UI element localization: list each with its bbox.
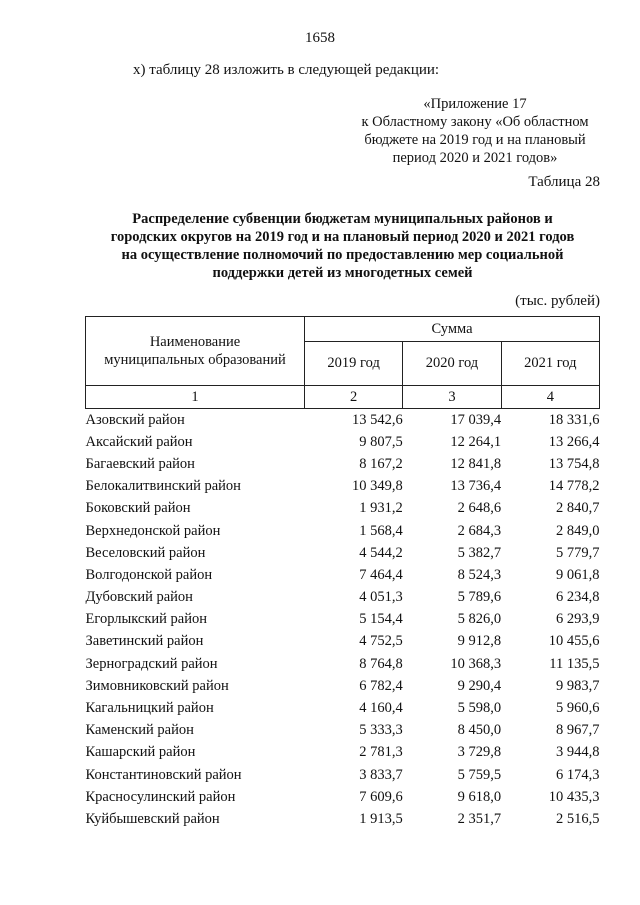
column-number: 2 <box>304 386 402 409</box>
value-2019: 1 931,2 <box>359 500 403 517</box>
subsidy-table <box>85 316 600 831</box>
instruction-text: х) таблицу 28 изложить в следующей редакции: <box>133 62 440 78</box>
municipality-name: Багаевский район <box>85 455 195 472</box>
value-2019: 4 160,4 <box>359 700 403 717</box>
value-2019: 2 781,3 <box>359 744 403 761</box>
value-2019: 4 752,5 <box>359 633 403 650</box>
table-row <box>86 520 600 542</box>
value-2020: 9 290,4 <box>457 677 502 694</box>
value-2020: 5 789,6 <box>457 589 502 606</box>
title-line: на осуществление полномочий по предоставлению мер социальной <box>121 247 564 263</box>
header-year-2019: 2019 год <box>304 342 402 386</box>
municipality-name: Аксайский район <box>85 433 193 450</box>
value-2021: 13 266,4 <box>548 433 600 450</box>
municipality-name: Зимовниковский район <box>85 677 229 694</box>
value-2020: 5 598,0 <box>457 700 502 717</box>
value-2021: 9 983,7 <box>556 677 600 694</box>
appendix-line: «Приложение 17 <box>423 96 527 112</box>
header-year-2020: 2020 год <box>403 342 501 386</box>
municipality-name: Дубовский район <box>85 589 193 606</box>
table-label: Таблица 28 <box>528 174 600 190</box>
appendix-reference <box>340 95 610 167</box>
value-2019: 6 782,4 <box>359 677 403 694</box>
title-line: городских округов на 2019 год и на плановый период 2020 и 2021 годов <box>110 229 575 245</box>
value-2019: 8 764,8 <box>359 655 403 672</box>
municipality-name: Боковский район <box>85 500 191 517</box>
table-row <box>86 697 600 719</box>
municipality-name: Зерноградский район <box>85 655 218 672</box>
value-2019: 1 913,5 <box>359 810 403 827</box>
value-2021: 3 944,8 <box>556 744 600 761</box>
municipality-name: Егорлыкский район <box>85 611 207 628</box>
value-2021: 14 778,2 <box>548 478 600 495</box>
value-2021: 2 849,0 <box>556 522 600 539</box>
municipality-name: Веселовский район <box>85 544 206 561</box>
table-row <box>86 764 600 786</box>
table-row <box>86 498 600 520</box>
value-2019: 8 167,2 <box>359 455 403 472</box>
table-row <box>86 675 600 697</box>
value-2019: 1 568,4 <box>359 522 403 539</box>
value-2021: 6 234,8 <box>556 589 600 606</box>
table-row <box>86 431 600 453</box>
value-2020: 12 841,8 <box>450 455 502 472</box>
title-line: Распределение субвенции бюджетам муниципальных районов и <box>132 211 553 227</box>
municipality-name: Заветинский район <box>85 633 204 650</box>
value-2021: 8 967,7 <box>556 722 600 739</box>
column-number: 4 <box>501 386 599 409</box>
municipality-name: Куйбышевский район <box>85 810 220 827</box>
table-row <box>86 476 600 498</box>
value-2019: 3 833,7 <box>359 766 403 783</box>
page-number: 1658 <box>305 30 335 46</box>
value-2020: 2 351,7 <box>457 810 502 827</box>
municipality-name: Кашарский район <box>85 744 196 761</box>
value-2020: 8 524,3 <box>457 566 502 583</box>
value-2020: 12 264,1 <box>450 433 502 450</box>
header-municipality: Наименование муниципальных образований <box>86 317 305 386</box>
appendix-line: период 2020 и 2021 годов» <box>392 150 558 166</box>
value-2019: 7 609,6 <box>359 788 403 805</box>
value-2019: 7 464,4 <box>359 566 403 583</box>
value-2021: 5 960,6 <box>556 700 600 717</box>
value-2020: 8 450,0 <box>457 722 502 739</box>
municipality-name: Кагальницкий район <box>85 700 214 717</box>
header-year-2021: 2021 год <box>501 342 599 386</box>
table-row <box>86 742 600 764</box>
municipality-name: Волгодонской район <box>85 566 213 583</box>
header-sum: Сумма <box>304 317 599 342</box>
value-2020: 10 368,3 <box>450 655 502 672</box>
municipality-name: Красносулинский район <box>85 788 236 805</box>
column-number: 3 <box>403 386 501 409</box>
title-line: поддержки детей из многодетных семей <box>212 265 473 281</box>
value-2021: 6 174,3 <box>556 766 600 783</box>
value-2019: 10 349,8 <box>352 478 403 495</box>
value-2020: 9 618,0 <box>457 788 502 805</box>
appendix-line: бюджете на 2019 год и на плановый <box>364 132 586 148</box>
municipality-name: Белокалитвинский район <box>85 478 241 495</box>
value-2020: 3 729,8 <box>457 744 502 761</box>
value-2019: 9 807,5 <box>359 433 403 450</box>
value-2020: 5 382,7 <box>457 544 502 561</box>
value-2020: 13 736,4 <box>450 478 502 495</box>
value-2021: 2 516,5 <box>556 810 600 827</box>
value-2021: 10 435,3 <box>548 788 600 805</box>
table-row <box>86 453 600 475</box>
value-2020: 17 039,4 <box>450 411 502 428</box>
value-2019: 5 333,3 <box>359 722 403 739</box>
value-2021: 6 293,9 <box>556 611 600 628</box>
value-2020: 2 648,6 <box>457 500 502 517</box>
value-2021: 10 455,6 <box>548 633 600 650</box>
municipality-name: Азовский район <box>85 411 185 428</box>
table-row <box>86 587 600 609</box>
value-2020: 9 912,8 <box>457 633 502 650</box>
value-2021: 11 135,5 <box>549 655 600 672</box>
value-2019: 4 051,3 <box>359 589 403 606</box>
table-row <box>86 409 600 432</box>
table-row <box>86 631 600 653</box>
value-2019: 4 544,2 <box>359 544 403 561</box>
table-row <box>86 609 600 631</box>
table-body <box>86 409 600 831</box>
value-2019: 5 154,4 <box>359 611 403 628</box>
units-label: (тыс. рублей) <box>515 293 600 309</box>
table-row <box>86 786 600 808</box>
value-2020: 2 684,3 <box>457 522 502 539</box>
column-number: 1 <box>86 386 305 409</box>
value-2021: 18 331,6 <box>548 411 600 428</box>
value-2021: 2 840,7 <box>556 500 600 517</box>
appendix-line: к Областному закону «Об областном <box>361 114 589 130</box>
table-row <box>86 542 600 564</box>
table-row <box>86 720 600 742</box>
value-2021: 9 061,8 <box>556 566 600 583</box>
value-2020: 5 826,0 <box>457 611 502 628</box>
table-row <box>86 564 600 586</box>
table-row <box>86 808 600 830</box>
value-2021: 5 779,7 <box>556 544 600 561</box>
municipality-name: Верхнедонской район <box>85 522 221 539</box>
municipality-name: Константиновский район <box>85 766 242 783</box>
municipality-name: Каменский район <box>85 722 194 739</box>
value-2020: 5 759,5 <box>457 766 502 783</box>
table-row <box>86 653 600 675</box>
table-title <box>85 210 600 282</box>
value-2019: 13 542,6 <box>352 411 403 428</box>
value-2021: 13 754,8 <box>548 455 600 472</box>
